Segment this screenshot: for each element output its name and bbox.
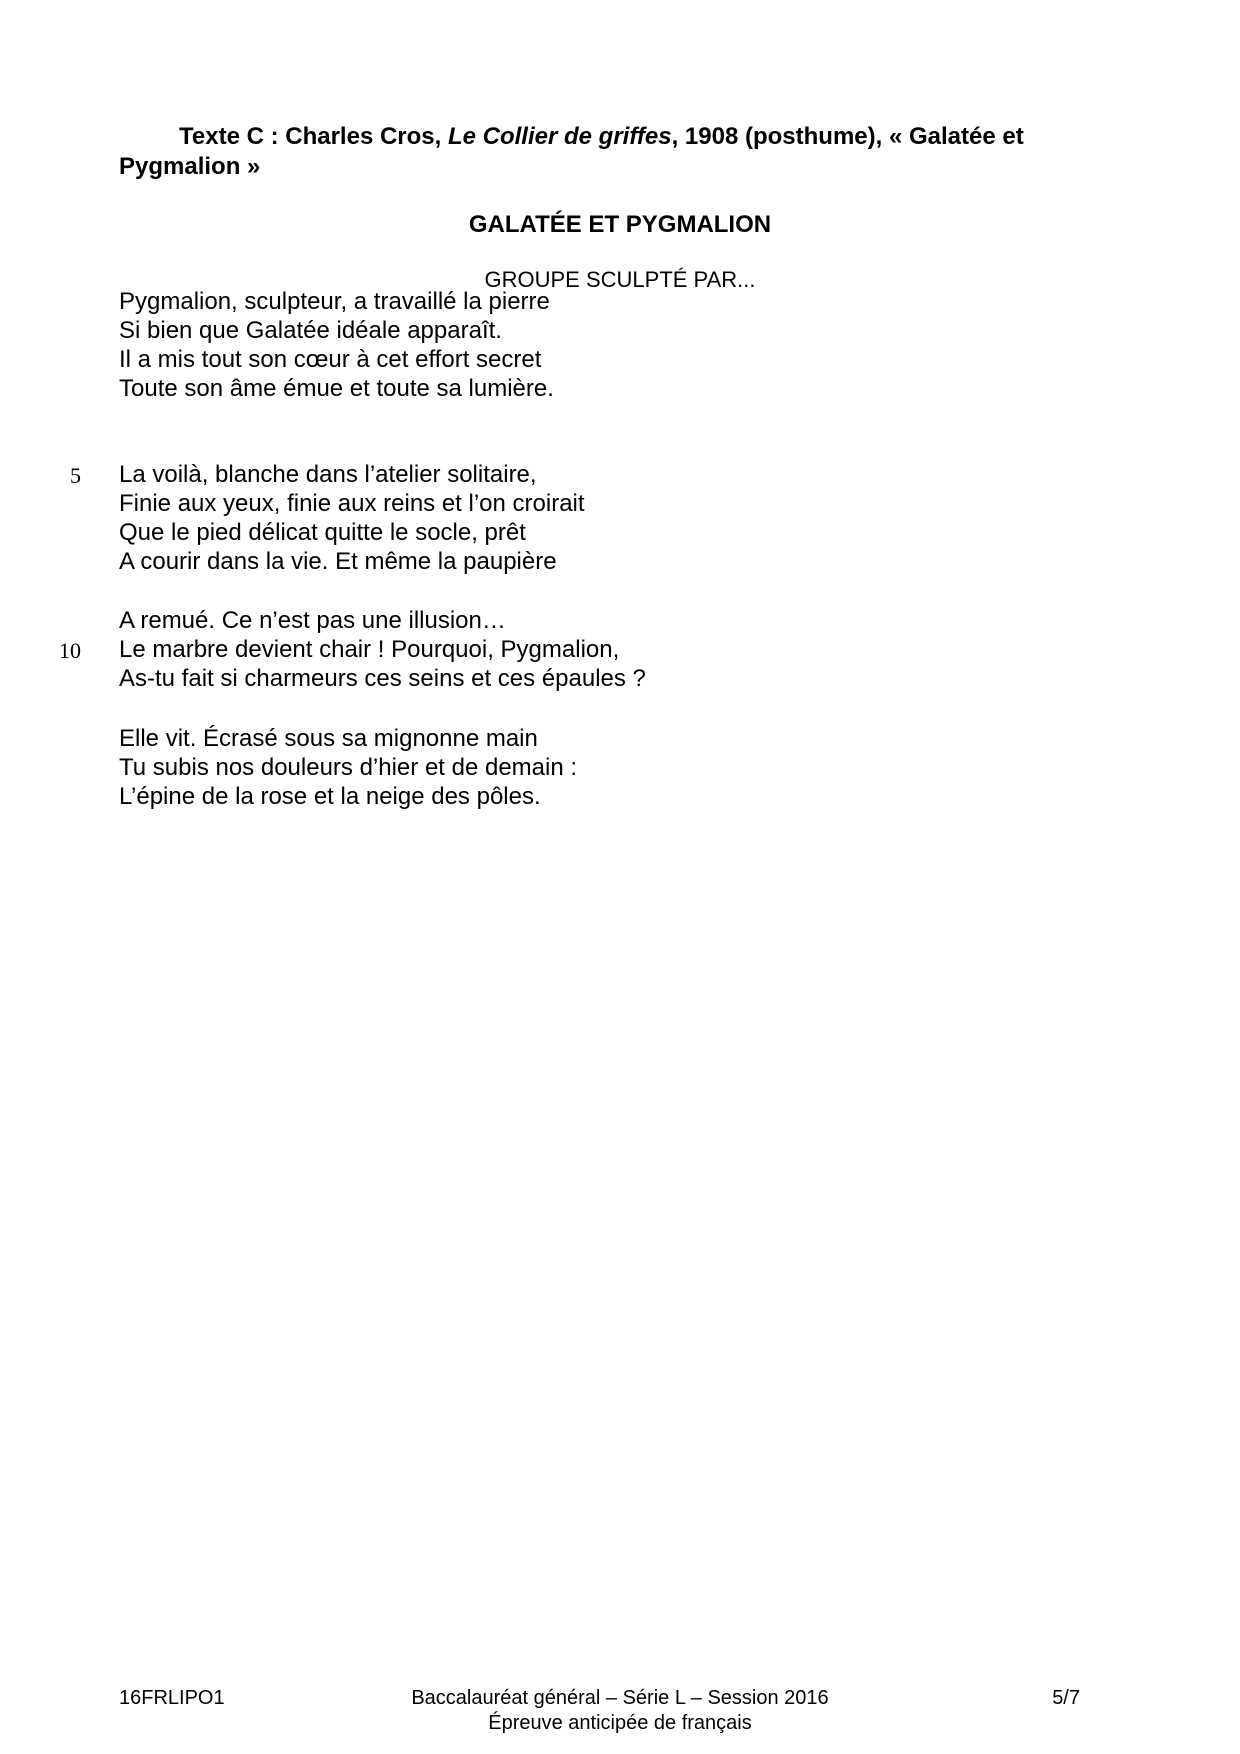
verse-text: Tu subis nos douleurs d’hier et de demain : — [119, 754, 578, 781]
verse-text: Toute son âme émue et toute sa lumière. — [119, 375, 554, 402]
footer-document-code: 16FRLIPO1 — [119, 1687, 225, 1709]
verse-text: L’épine de la rose et la neige des pôles. — [119, 783, 541, 810]
heading-prefix: Texte C : Charles Cros, — [179, 123, 448, 150]
heading-suffix: , 1908 (posthume), « Galatée et Pygmalion » — [119, 123, 1024, 180]
verse-text: Elle vit. Écrasé sous sa mignonne main — [119, 725, 538, 752]
line-number: 5 — [70, 463, 81, 488]
verse — [70, 460, 879, 489]
verse-text: La voilà, blanche dans l’atelier solitaire, — [119, 461, 537, 488]
verse-text: Finie aux yeux, finie aux reins et l’on croirait — [119, 490, 585, 517]
verse-text: Que le pied délicat quitte le socle, prêt — [119, 519, 526, 546]
verse-text: A courir dans la vie. Et même la paupière — [119, 548, 557, 575]
verse-text: Si bien que Galatée idéale apparaît. — [119, 317, 502, 344]
text-heading — [119, 122, 1079, 182]
verse-text: Il a mis tout son cœur à cet effort secret — [119, 346, 542, 373]
footer-page-number: 5/7 — [1052, 1687, 1080, 1709]
verse — [119, 664, 879, 693]
poem-subtitle: GROUPE SCULPTÉ PAR... — [484, 267, 756, 292]
line-number: 10 — [59, 638, 81, 663]
footer-exam-line-2: Épreuve anticipée de français — [488, 1712, 752, 1734]
poem-title: GALATÉE ET PYGMALION — [468, 211, 772, 238]
verse — [119, 374, 879, 403]
verse-text: As-tu fait si charmeurs ces seins et ces épaules ? — [119, 665, 646, 692]
verse — [119, 724, 879, 753]
stanza-2 — [70, 460, 879, 576]
verse-text: A remué. Ce n’est pas une illusion… — [119, 607, 506, 634]
footer-exam-line-1: Baccalauréat général – Série L – Session 2016 — [411, 1687, 829, 1709]
verse — [119, 287, 879, 316]
stanza-4 — [119, 724, 879, 811]
verse — [119, 316, 879, 345]
verse — [119, 345, 879, 374]
verse-text: Pygmalion, sculpteur, a travaillé la pierre — [119, 288, 550, 315]
stanza-3 — [59, 606, 879, 693]
verse — [119, 518, 879, 547]
verse — [119, 606, 879, 635]
verse — [119, 489, 879, 518]
verse — [119, 782, 879, 811]
verse — [119, 547, 879, 576]
verse-text: Le marbre devient chair ! Pourquoi, Pygmalion, — [119, 636, 620, 663]
footer-exam-info — [320, 1686, 920, 1736]
heading-book-title: Le Collier de griffes — [447, 123, 672, 150]
verse — [119, 753, 879, 782]
verse — [59, 635, 879, 664]
stanza-1 — [119, 287, 879, 403]
